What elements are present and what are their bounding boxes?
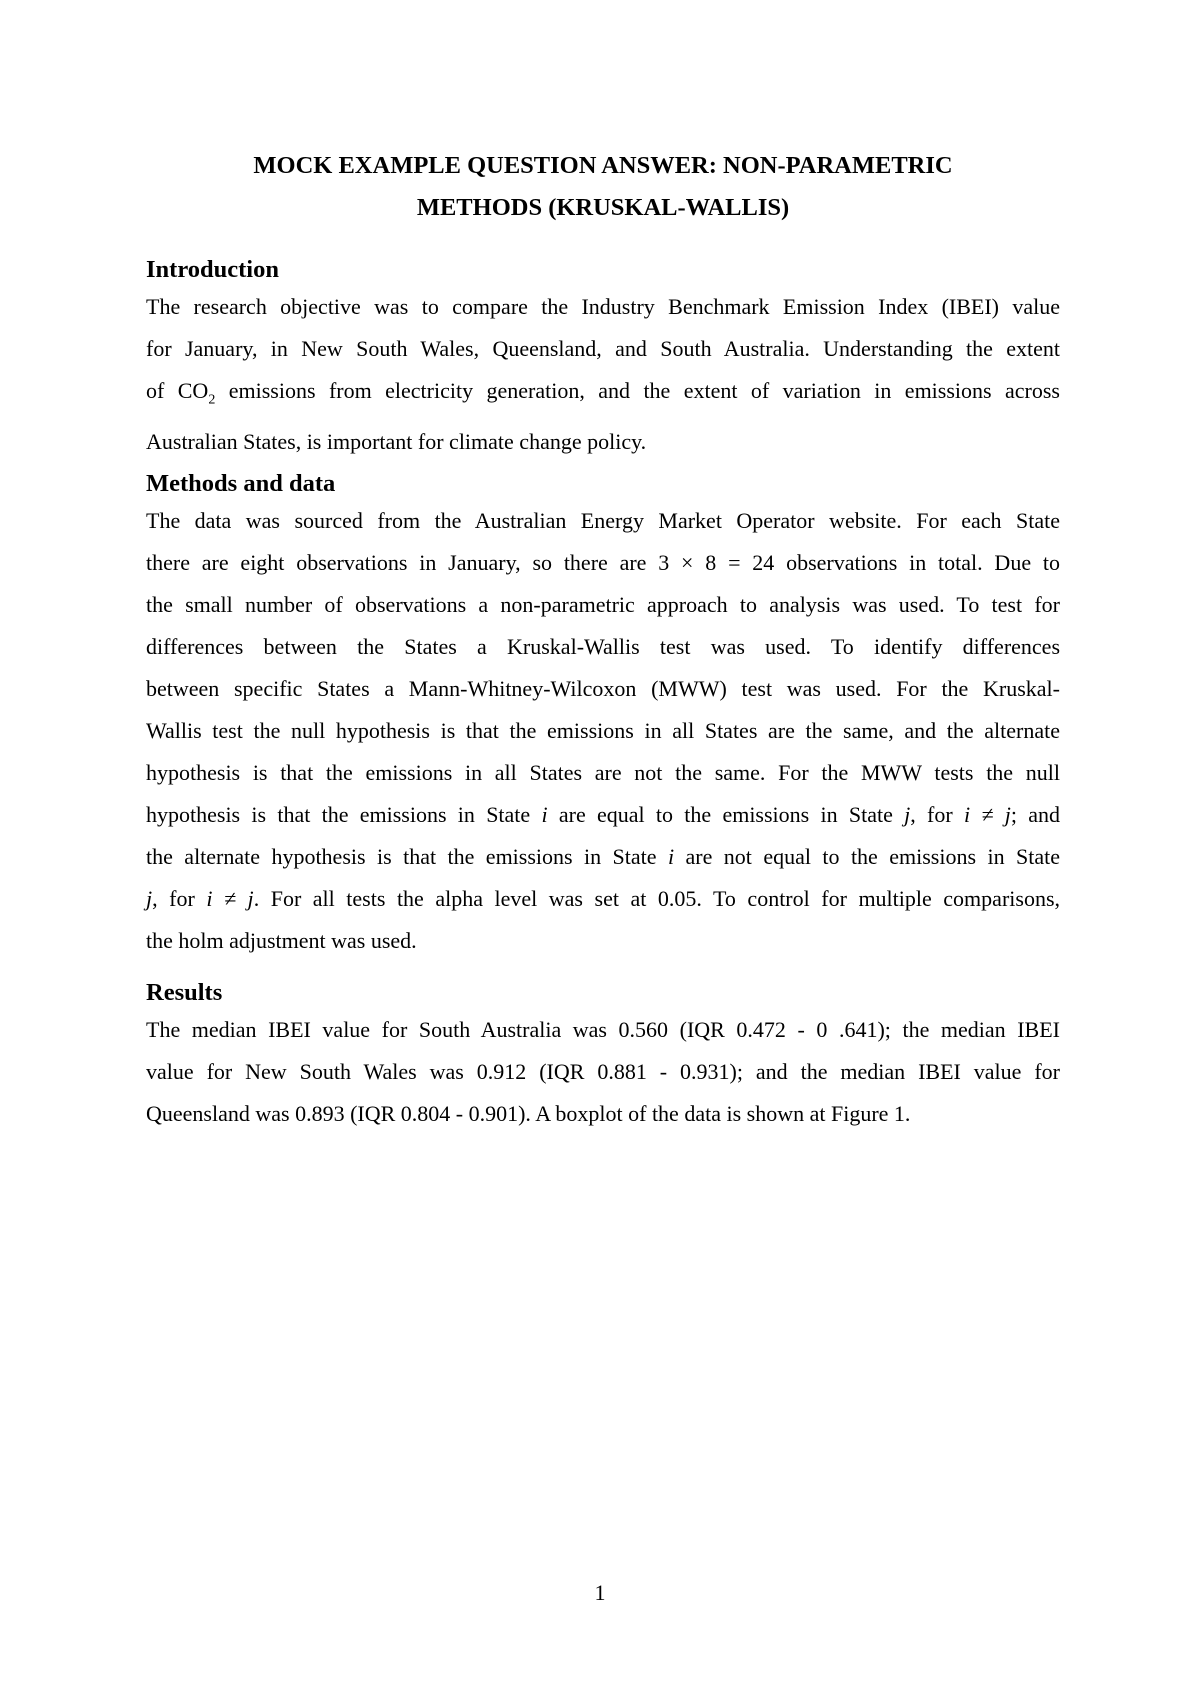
methods-line-8-part-b: are equal to the emissions in State	[547, 802, 905, 827]
document-title	[146, 145, 1060, 229]
methods-line-11: the holm adjustment was used.	[146, 928, 417, 953]
methods-section	[146, 468, 1060, 962]
methods-line-10-part-a: , for	[152, 886, 207, 911]
inequality-condition: i ≠ j	[206, 886, 254, 911]
methods-line-2: there are eight observations in January, so there are 3 × 8 = 24 observations in total. Due to	[146, 550, 1060, 575]
results-paragraph	[146, 1009, 1060, 1135]
methods-line-5: between specific States a Mann-Whitney-Wilcoxon (MWW) test was used. For the Kruskal-	[146, 676, 1060, 701]
methods-line-8	[146, 794, 1060, 836]
methods-paragraph	[146, 500, 1060, 962]
variable-i: i	[541, 802, 548, 827]
intro-line-1: The research objective was to compare the Industry Benchmark Emission Index (IBEI) value	[146, 294, 1060, 319]
intro-line-2: for January, in New South Wales, Queensland, and South Australia. Understanding the extent	[146, 336, 1060, 361]
methods-heading: Methods and data	[146, 470, 336, 497]
methods-line-4: differences between the States a Kruskal-Wallis test was used. To identify differences	[146, 634, 1060, 659]
variable-j: j	[146, 886, 153, 911]
intro-line-3	[146, 370, 1060, 421]
methods-line-6: Wallis test the null hypothesis is that the emissions in all States are the same, and the alternate	[146, 718, 1060, 743]
methods-line-3: the small number of observations a non-parametric approach to analysis was used. To test for	[146, 592, 1060, 617]
page-number: 1	[594, 1580, 606, 1605]
methods-line-9	[146, 836, 1060, 878]
results-line-3: Queensland was 0.893 (IQR 0.804 - 0.901). A boxplot of the data is shown at Figure 1.	[146, 1101, 911, 1126]
intro-line-4: Australian States, is important for climate change policy.	[146, 429, 647, 455]
results-heading: Results	[146, 979, 223, 1006]
introduction-heading: Introduction	[146, 256, 279, 283]
title-line-2: METHODS (KRUSKAL-WALLIS)	[416, 194, 790, 221]
introduction-section	[146, 254, 1060, 463]
intro-line-3-rest: emissions from electricity generation, and the extent of variation in emissions across	[215, 378, 1060, 403]
title-line-1: MOCK EXAMPLE QUESTION ANSWER: NON-PARAMETRIC	[253, 152, 953, 179]
methods-line-7: hypothesis is that the emissions in all States are not the same. For the MWW tests the null	[146, 760, 1060, 785]
inequality-condition: i ≠ j	[963, 802, 1011, 827]
co2-subscript: 2	[208, 392, 216, 408]
methods-line-8-part-c: , for	[910, 802, 964, 827]
variable-j: j	[904, 802, 911, 827]
results-line-2: value for New South Wales was 0.912 (IQR 0.881 - 0.931); and the median IBEI value for	[146, 1059, 1060, 1084]
variable-i: i	[667, 844, 675, 869]
methods-line-8-part-a: hypothesis is that the emissions in State	[146, 802, 542, 827]
methods-line-10	[146, 878, 1060, 920]
results-line-1: The median IBEI value for South Australia was 0.560 (IQR 0.472 - 0 .641); the median IBEI	[146, 1017, 1060, 1042]
introduction-paragraph	[146, 286, 1060, 463]
methods-line-1: The data was sourced from the Australian Energy Market Operator website. For each State	[146, 508, 1060, 533]
methods-line-9-part-a: the alternate hypothesis is that the emissions in State	[146, 844, 668, 869]
co2-text: of CO	[146, 378, 209, 403]
methods-line-9-part-b: are not equal to the emissions in State	[674, 844, 1060, 869]
results-section	[146, 977, 1060, 1135]
methods-line-10-part-b: . For all tests the alpha level was set at 0.05. To control for multiple comparisons,	[253, 886, 1060, 911]
methods-line-8-part-d: ; and	[1010, 802, 1060, 827]
